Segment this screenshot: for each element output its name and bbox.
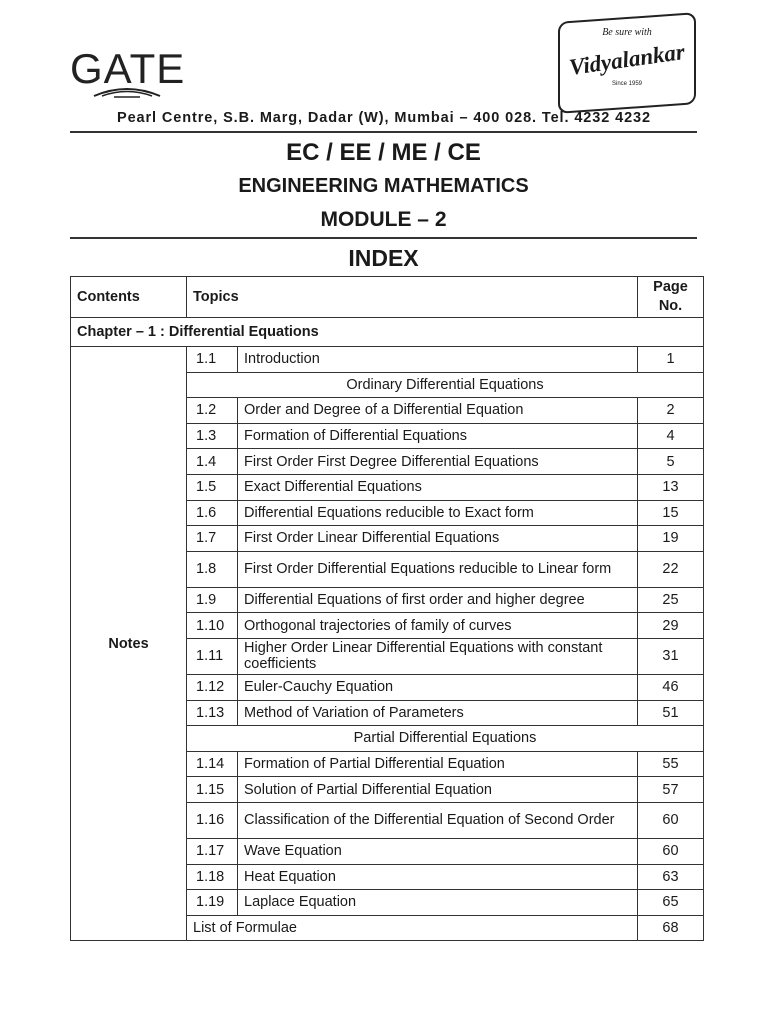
gate-logo-text: GATE	[70, 45, 186, 92]
topic-title: First Order Linear Differential Equations	[238, 526, 638, 552]
topic-title: Method of Variation of Parameters	[238, 700, 638, 726]
formulae-label: List of Formulae	[187, 915, 638, 941]
page-number: 57	[638, 777, 704, 803]
topic-number: 1.10	[187, 613, 238, 639]
topic-number: 1.7	[187, 526, 238, 552]
page-number: 51	[638, 700, 704, 726]
header-divider	[70, 131, 697, 133]
topic-title: Solution of Partial Differential Equation	[238, 777, 638, 803]
gate-logo	[70, 45, 190, 98]
page-number: 2	[638, 398, 704, 424]
topic-title: Exact Differential Equations	[238, 474, 638, 500]
notes-cell: Notes	[71, 347, 187, 941]
header-page-no	[638, 277, 704, 318]
page-number: 46	[638, 674, 704, 700]
topic-title: Formation of Partial Differential Equation	[238, 751, 638, 777]
topic-title: Classification of the Differential Equation of Second Order	[238, 802, 638, 838]
gate-logo-arc-icon	[92, 84, 162, 98]
topic-number: 1.8	[187, 551, 238, 587]
topic-title: Formation of Differential Equations	[238, 423, 638, 449]
address-line: Pearl Centre, S.B. Marg, Dadar (W), Mumbai – 400 028. Tel. 4232 4232	[117, 110, 651, 126]
page-number: 55	[638, 751, 704, 777]
topic-number: 1.3	[187, 423, 238, 449]
topic-number: 1.5	[187, 474, 238, 500]
title-divider	[70, 237, 697, 239]
page-number: 29	[638, 613, 704, 639]
page-number: 63	[638, 864, 704, 890]
vidyalankar-name: Vidyalankar	[567, 39, 687, 80]
section-label: Partial Differential Equations	[187, 726, 704, 752]
header-topics: Topics	[187, 277, 638, 318]
topic-title: First Order First Degree Differential Equations	[238, 449, 638, 475]
chapter-title: Chapter – 1 : Differential Equations	[71, 318, 704, 347]
topic-number: 1.1	[187, 347, 238, 373]
chapter-row	[71, 318, 704, 347]
page-number: 60	[638, 838, 704, 864]
topic-title: Wave Equation	[238, 838, 638, 864]
page-number: 31	[638, 638, 704, 674]
page-number: 1	[638, 347, 704, 373]
branches-title: EC / EE / ME / CE	[286, 139, 481, 166]
topic-title: Introduction	[238, 347, 638, 373]
page-number: 25	[638, 587, 704, 613]
topic-title: Laplace Equation	[238, 890, 638, 916]
page-number: 19	[638, 526, 704, 552]
topic-title: Differential Equations reducible to Exact form	[238, 500, 638, 526]
topic-title: Differential Equations of first order and higher degree	[238, 587, 638, 613]
topic-number: 1.14	[187, 751, 238, 777]
table-header-row	[71, 277, 704, 318]
topic-number: 1.9	[187, 587, 238, 613]
topic-number: 1.13	[187, 700, 238, 726]
topic-number: 1.4	[187, 449, 238, 475]
vidyalankar-logo	[558, 17, 696, 109]
topic-title: Euler-Cauchy Equation	[238, 674, 638, 700]
topic-title: Order and Degree of a Differential Equation	[238, 398, 638, 424]
page-number: 4	[638, 423, 704, 449]
section-label: Ordinary Differential Equations	[187, 372, 704, 398]
module-title: MODULE – 2	[320, 208, 447, 231]
header-page-line1: Page	[653, 279, 688, 295]
vidyalankar-tagline: Be sure with	[602, 27, 652, 38]
page-number: 5	[638, 449, 704, 475]
page-number: 22	[638, 551, 704, 587]
header-page-line2: No.	[658, 298, 683, 314]
page-number: 15	[638, 500, 704, 526]
topic-number: 1.6	[187, 500, 238, 526]
index-title: INDEX	[348, 245, 419, 271]
page-number: 65	[638, 890, 704, 916]
index-table	[70, 276, 704, 941]
topic-title: Higher Order Linear Differential Equations with constant coefficients	[238, 638, 638, 674]
page-number: 68	[638, 915, 704, 941]
topic-number: 1.15	[187, 777, 238, 803]
page-number: 60	[638, 802, 704, 838]
table-row	[71, 347, 704, 373]
topic-title: First Order Differential Equations reducible to Linear form	[238, 551, 638, 587]
topic-number: 1.2	[187, 398, 238, 424]
subject-title: ENGINEERING MATHEMATICS	[238, 175, 529, 197]
header-contents: Contents	[71, 277, 187, 318]
vidyalankar-since: Since 1959	[611, 81, 643, 87]
topic-number: 1.17	[187, 838, 238, 864]
topic-number: 1.16	[187, 802, 238, 838]
topic-number: 1.12	[187, 674, 238, 700]
topic-number: 1.18	[187, 864, 238, 890]
topic-title: Heat Equation	[238, 864, 638, 890]
topic-number: 1.11	[187, 638, 238, 674]
topic-title: Orthogonal trajectories of family of curves	[238, 613, 638, 639]
topic-number: 1.19	[187, 890, 238, 916]
page-number: 13	[638, 474, 704, 500]
